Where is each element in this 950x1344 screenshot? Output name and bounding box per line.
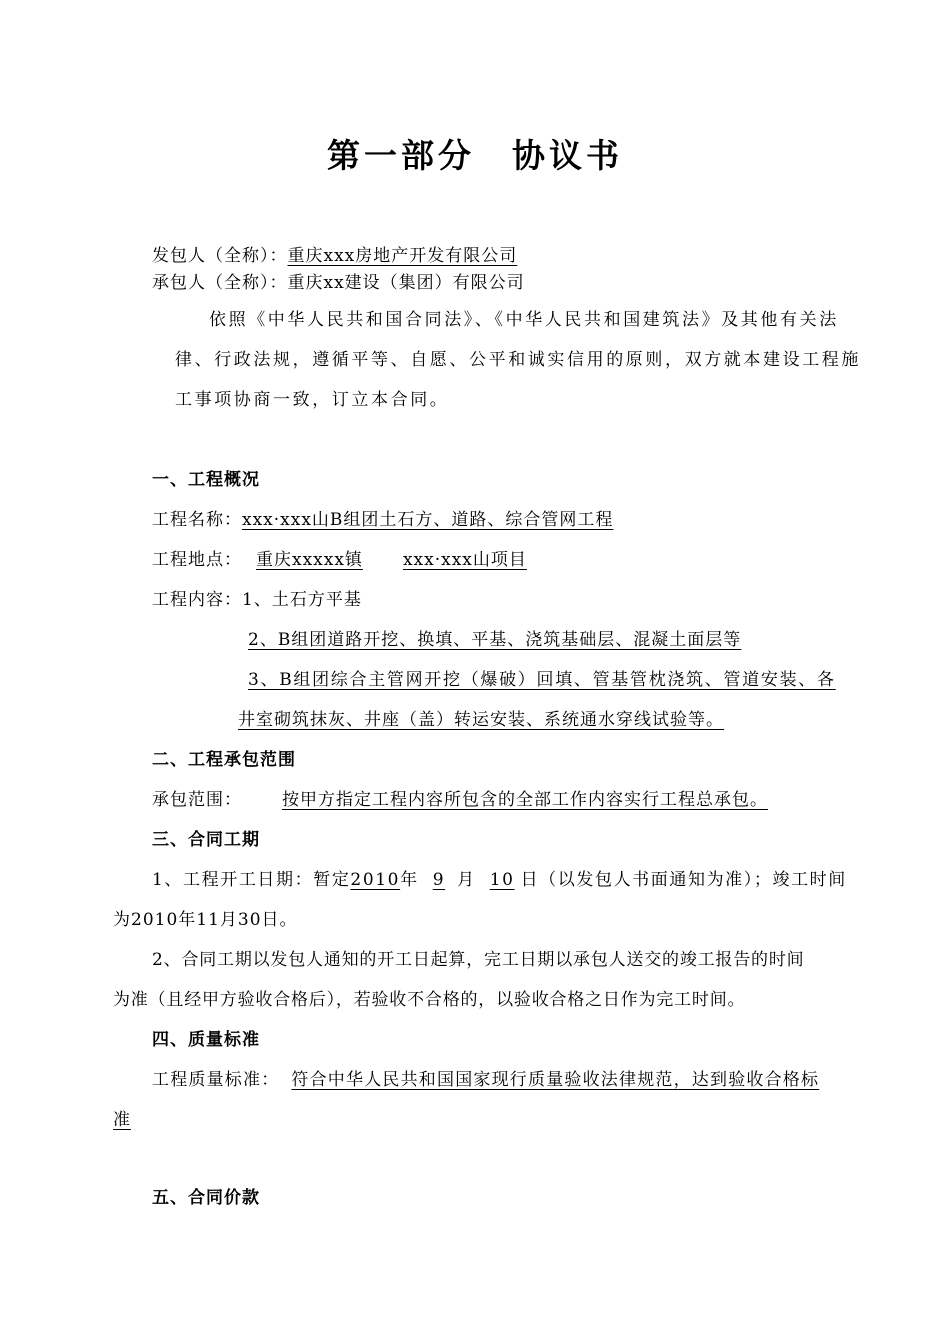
project-content-item-1: 1、土石方平基 bbox=[242, 590, 362, 610]
preamble-line-3: 工事项协商一致，订立本合同。 bbox=[175, 390, 450, 410]
project-name-label: 工程名称： bbox=[152, 510, 242, 530]
period-item-2: 2、合同工期以发包人通知的开工日起算，完工日期以承包人送交的竣工报告的时间 bbox=[152, 950, 805, 970]
quality-value: 符合中华人民共和国国家现行质量验收法律规范，达到验收合格标 bbox=[291, 1070, 820, 1090]
section-heading-4: 四、质量标准 bbox=[152, 1030, 260, 1050]
project-content-item-2: 2、B组团道路开挖、换填、平基、浇筑基础层、混凝土面层等 bbox=[248, 630, 742, 650]
project-location-line bbox=[152, 548, 595, 572]
employer-name: 重庆xxx房地产开发有限公司 bbox=[287, 246, 518, 266]
project-content-item-3-cont: 井室砌筑抹灰、井座（盖）转运安装、系统通水穿线试验等。 bbox=[238, 710, 724, 730]
period-item-2-cont: 为准（且经甲方验收合格后），若验收不合格的，以验收合格之日作为完工时间。 bbox=[113, 990, 746, 1010]
section-heading-2: 二、工程承包范围 bbox=[152, 750, 296, 770]
employer-line bbox=[152, 244, 539, 268]
contractor-label: 承包人（全称）： bbox=[152, 273, 288, 293]
period-item-1-cont: 为2010年11月30日。 bbox=[113, 910, 298, 930]
contractor-name: 重庆xx建设（集团）有限公司 bbox=[287, 273, 525, 293]
project-content-label: 工程内容： bbox=[152, 590, 242, 610]
project-location-label: 工程地点： bbox=[152, 550, 242, 570]
scope-value: 按甲方指定工程内容所包含的全部工作内容实行工程总承包。 bbox=[282, 790, 768, 810]
employer-label: 发包人（全称）： bbox=[152, 246, 288, 266]
section-heading-1: 一、工程概况 bbox=[152, 470, 260, 490]
project-name-value: xxx·xxx山B组团土石方、道路、综合管网工程 bbox=[242, 510, 614, 530]
scope-label: 承包范围： bbox=[152, 790, 242, 810]
preamble-line-2: 律、行政法规，遵循平等、自愿、公平和诚实信用的原则，双方就本建设工程施 bbox=[175, 350, 861, 370]
start-day: 10 bbox=[489, 870, 515, 890]
section-heading-5: 五、合同价款 bbox=[152, 1188, 260, 1208]
contractor-line bbox=[152, 271, 525, 295]
project-name-line bbox=[152, 508, 619, 532]
preamble-line-1: 依照《中华人民共和国合同法》、《中华人民共和国建筑法》及其他有关法 bbox=[209, 310, 839, 330]
quality-label: 工程质量标准： bbox=[152, 1070, 280, 1090]
scope-line bbox=[152, 788, 774, 812]
quality-line bbox=[152, 1068, 819, 1092]
period-item-1: 1、工程开工日期：暂定2010年 9 月 10 日（以发包人书面通知为准）；竣工时间 bbox=[152, 870, 847, 890]
section-heading-3: 三、合同工期 bbox=[152, 830, 260, 850]
quality-line-cont: 准 bbox=[113, 1110, 131, 1130]
project-content-item-3: 3、B组团综合主管网开挖（爆破）回填、管基管枕浇筑、管道安装、各 bbox=[248, 670, 836, 690]
start-year: 2010 bbox=[350, 870, 401, 890]
project-content-line bbox=[152, 588, 362, 612]
start-month: 9 bbox=[432, 870, 446, 890]
document-title: 第一部分 协议书 bbox=[327, 136, 623, 175]
project-location-value: 重庆xxxxx镇 xxx·xxx山项目 bbox=[256, 550, 527, 570]
